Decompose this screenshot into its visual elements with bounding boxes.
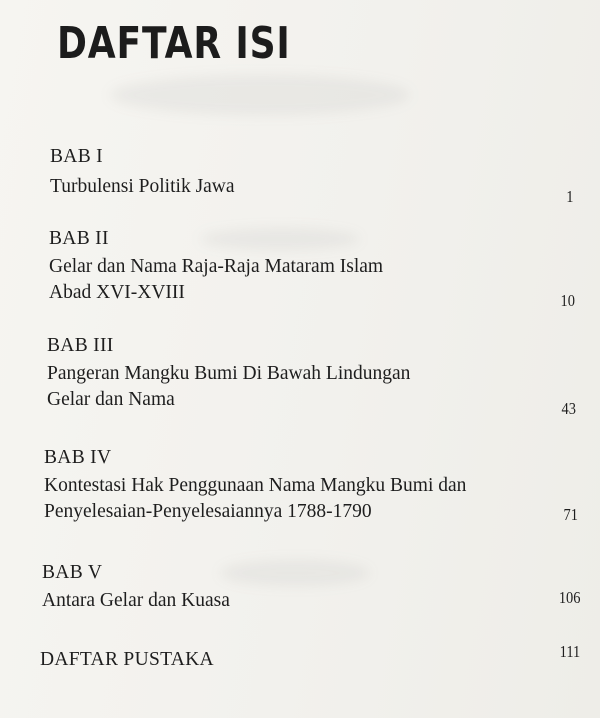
- page-number: 106: [558, 588, 580, 607]
- chapter-title-line: Antara Gelar dan Kuasa: [42, 590, 230, 611]
- page-number: 71: [563, 505, 578, 524]
- chapter-label: BAB V: [42, 562, 103, 583]
- page-number: 1: [565, 187, 573, 206]
- page-number: 43: [561, 399, 576, 418]
- page-title: DAFTAR ISI: [57, 18, 291, 69]
- toc-entry-bibliography: [40, 649, 214, 671]
- toc-entry-bab-3: [47, 335, 410, 411]
- toc-entry-bab-2: [49, 228, 383, 304]
- chapter-title-line: Turbulensi Politik Jawa: [50, 176, 235, 197]
- chapter-title-line: Gelar dan Nama: [47, 389, 175, 410]
- chapter-title-line: Penyelesaian-Penyelesaiannya 1788-1790: [44, 501, 372, 522]
- chapter-label: BAB III: [47, 335, 114, 356]
- chapter-title-line: Pangeran Mangku Bumi Di Bawah Lindungan: [47, 363, 411, 384]
- chapter-label: BAB IV: [44, 447, 112, 468]
- print-smudge: [220, 560, 370, 586]
- chapter-title-line: Kontestasi Hak Penggunaan Nama Mangku Bumi dan: [44, 475, 467, 496]
- chapter-title-line: Abad XVI-XVIII: [49, 282, 185, 303]
- print-smudge: [110, 75, 410, 115]
- chapter-label: BAB II: [49, 228, 109, 249]
- chapter-label: BAB I: [50, 146, 103, 167]
- toc-entry-bab-1: [50, 146, 235, 198]
- chapter-label: DAFTAR PUSTAKA: [40, 649, 214, 670]
- toc-entry-bab-5: [42, 562, 230, 612]
- toc-entry-bab-4: [44, 447, 466, 523]
- chapter-title-line: Gelar dan Nama Raja-Raja Mataram Islam: [49, 256, 384, 277]
- page-number: 10: [560, 291, 575, 310]
- page-number: 111: [559, 642, 580, 661]
